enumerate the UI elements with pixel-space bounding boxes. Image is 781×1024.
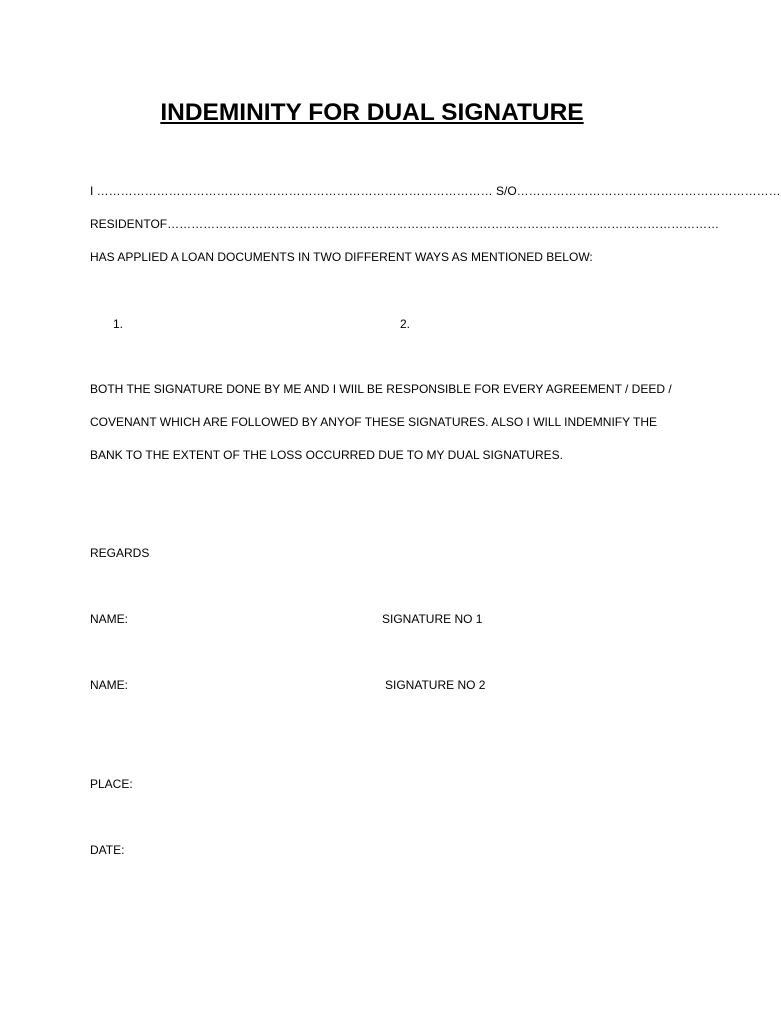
residence-line: RESIDENTOF………………………………………………………………………………………………………………………… [90,217,720,231]
place-label: PLACE: [90,777,133,791]
list-item-2-number: 2. [400,317,411,331]
responsibility-paragraph-line-1: BOTH THE SIGNATURE DONE BY ME AND I WIIL BE RESPONSIBLE FOR EVERY AGREEMENT / DEED / [90,382,672,396]
regards-text: REGARDS [90,546,150,560]
date-label: DATE: [90,843,125,857]
responsibility-paragraph-line-3: BANK TO THE EXTENT OF THE LOSS OCCURRED DUE TO MY DUAL SIGNATURES. [90,448,563,462]
document-title: INDEMINITY FOR DUAL SIGNATURE [160,99,584,126]
signature-label-1: SIGNATURE NO 1 [382,612,483,626]
responsibility-paragraph-line-2: COVENANT WHICH ARE FOLLOWED BY ANYOF THESE SIGNATURES. ALSO I WILL INDEMNIFY THE [90,415,658,429]
list-item-1-number: 1. [113,317,124,331]
loan-statement: HAS APPLIED A LOAN DOCUMENTS IN TWO DIFFERENT WAYS AS MENTIONED BELOW: [90,250,593,264]
declarant-line: I ……………………………………………………………………………………… S/O………………………………………………………… [90,184,781,198]
name-label-2: NAME: [90,678,129,692]
name-label-1: NAME: [90,612,129,626]
signature-label-2: SIGNATURE NO 2 [385,678,486,692]
